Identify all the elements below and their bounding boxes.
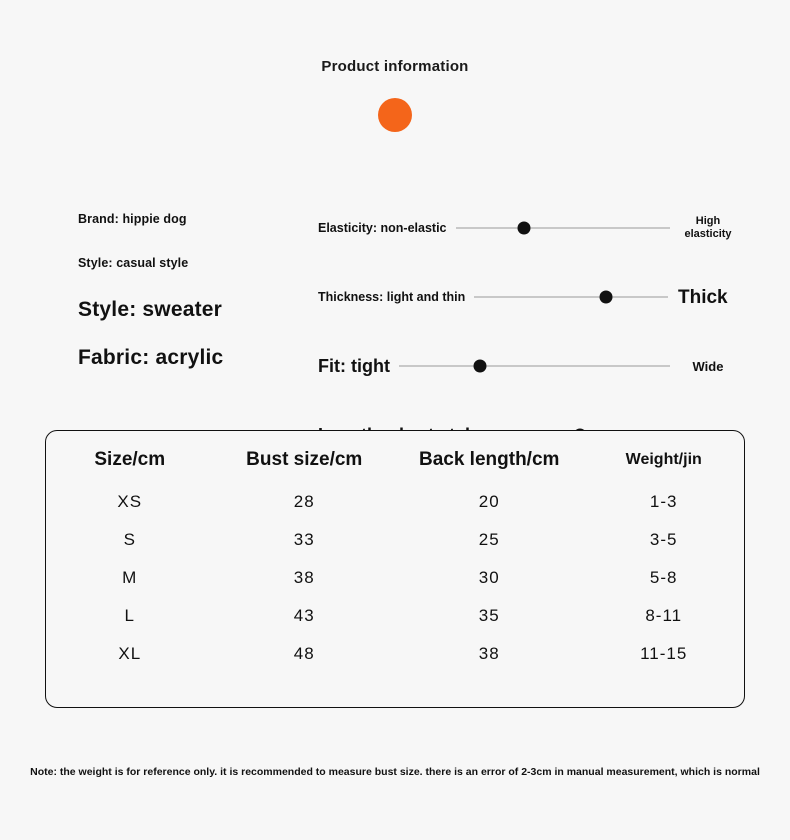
cell-back-length: 35 bbox=[478, 606, 500, 625]
size-table bbox=[46, 431, 744, 673]
slider-line bbox=[399, 366, 670, 367]
slider-line bbox=[474, 297, 668, 298]
slider-label-elasticity: Elasticity: non-elastic bbox=[318, 221, 447, 235]
table-header-row bbox=[46, 431, 744, 483]
table-row bbox=[46, 597, 744, 635]
column-header-size: Size/cm bbox=[94, 449, 166, 470]
header bbox=[0, 58, 790, 132]
cell-bust: 33 bbox=[293, 530, 315, 549]
slider-row-thickness bbox=[318, 275, 738, 319]
cell-weight: 11-15 bbox=[640, 644, 688, 663]
slider-label-fit: Fit: tight bbox=[318, 355, 390, 376]
table-row bbox=[46, 521, 744, 559]
orange-dot-icon bbox=[378, 98, 412, 132]
cell-size: M bbox=[122, 568, 138, 587]
slider-line bbox=[456, 228, 670, 229]
cell-size: L bbox=[124, 606, 135, 625]
attribute-fabric: Fabric: acrylic bbox=[78, 346, 224, 369]
size-chart bbox=[45, 430, 745, 708]
cell-bust: 38 bbox=[293, 568, 315, 587]
cell-bust: 43 bbox=[293, 606, 315, 625]
slider-end-thickness: Thick bbox=[678, 286, 728, 308]
cell-weight: 3-5 bbox=[649, 530, 678, 549]
attribute-style-casual: Style: casual style bbox=[78, 256, 189, 270]
slider-track-elasticity[interactable] bbox=[456, 218, 670, 238]
slider-label-thickness: Thickness: light and thin bbox=[318, 290, 466, 304]
cell-back-length: 30 bbox=[478, 568, 500, 587]
cell-size: XL bbox=[118, 644, 142, 663]
column-header-bust: Bust size/cm bbox=[246, 449, 363, 470]
table-row bbox=[46, 559, 744, 597]
cell-weight: 5-8 bbox=[649, 568, 678, 587]
slider-row-elasticity bbox=[318, 206, 738, 250]
cell-weight: 8-11 bbox=[645, 606, 683, 625]
column-header-weight: Weight/jin bbox=[625, 451, 702, 468]
slider-track-thickness[interactable] bbox=[474, 287, 668, 307]
cell-bust: 48 bbox=[293, 644, 315, 663]
attribute-brand: Brand: hippie dog bbox=[78, 212, 187, 226]
table-row bbox=[46, 635, 744, 673]
cell-weight: 1-3 bbox=[649, 492, 678, 511]
slider-end-fit: Wide bbox=[692, 358, 724, 374]
slider-knob-fit[interactable] bbox=[474, 360, 487, 373]
slider-knob-elasticity[interactable] bbox=[518, 222, 531, 235]
cell-bust: 28 bbox=[293, 492, 315, 511]
slider-knob-thickness[interactable] bbox=[599, 291, 612, 304]
table-row bbox=[46, 483, 744, 521]
cell-back-length: 20 bbox=[478, 492, 500, 511]
cell-size: XS bbox=[117, 492, 143, 511]
cell-back-length: 38 bbox=[478, 644, 500, 663]
product-attribute-list bbox=[78, 212, 328, 370]
cell-back-length: 25 bbox=[478, 530, 500, 549]
footer-note: Note: the weight is for reference only. it is recommended to measure bust size. there is an error of 2-3cm in manual measurement, which is normal bbox=[30, 766, 760, 778]
slider-row-fit bbox=[318, 344, 738, 388]
cell-size: S bbox=[123, 530, 136, 549]
page-title: Product information bbox=[321, 58, 469, 75]
slider-end-elasticity: High elasticity bbox=[684, 215, 732, 240]
column-header-back-length: Back length/cm bbox=[418, 449, 560, 470]
attribute-style-sweater: Style: sweater bbox=[78, 298, 223, 321]
slider-track-fit[interactable] bbox=[399, 356, 670, 376]
